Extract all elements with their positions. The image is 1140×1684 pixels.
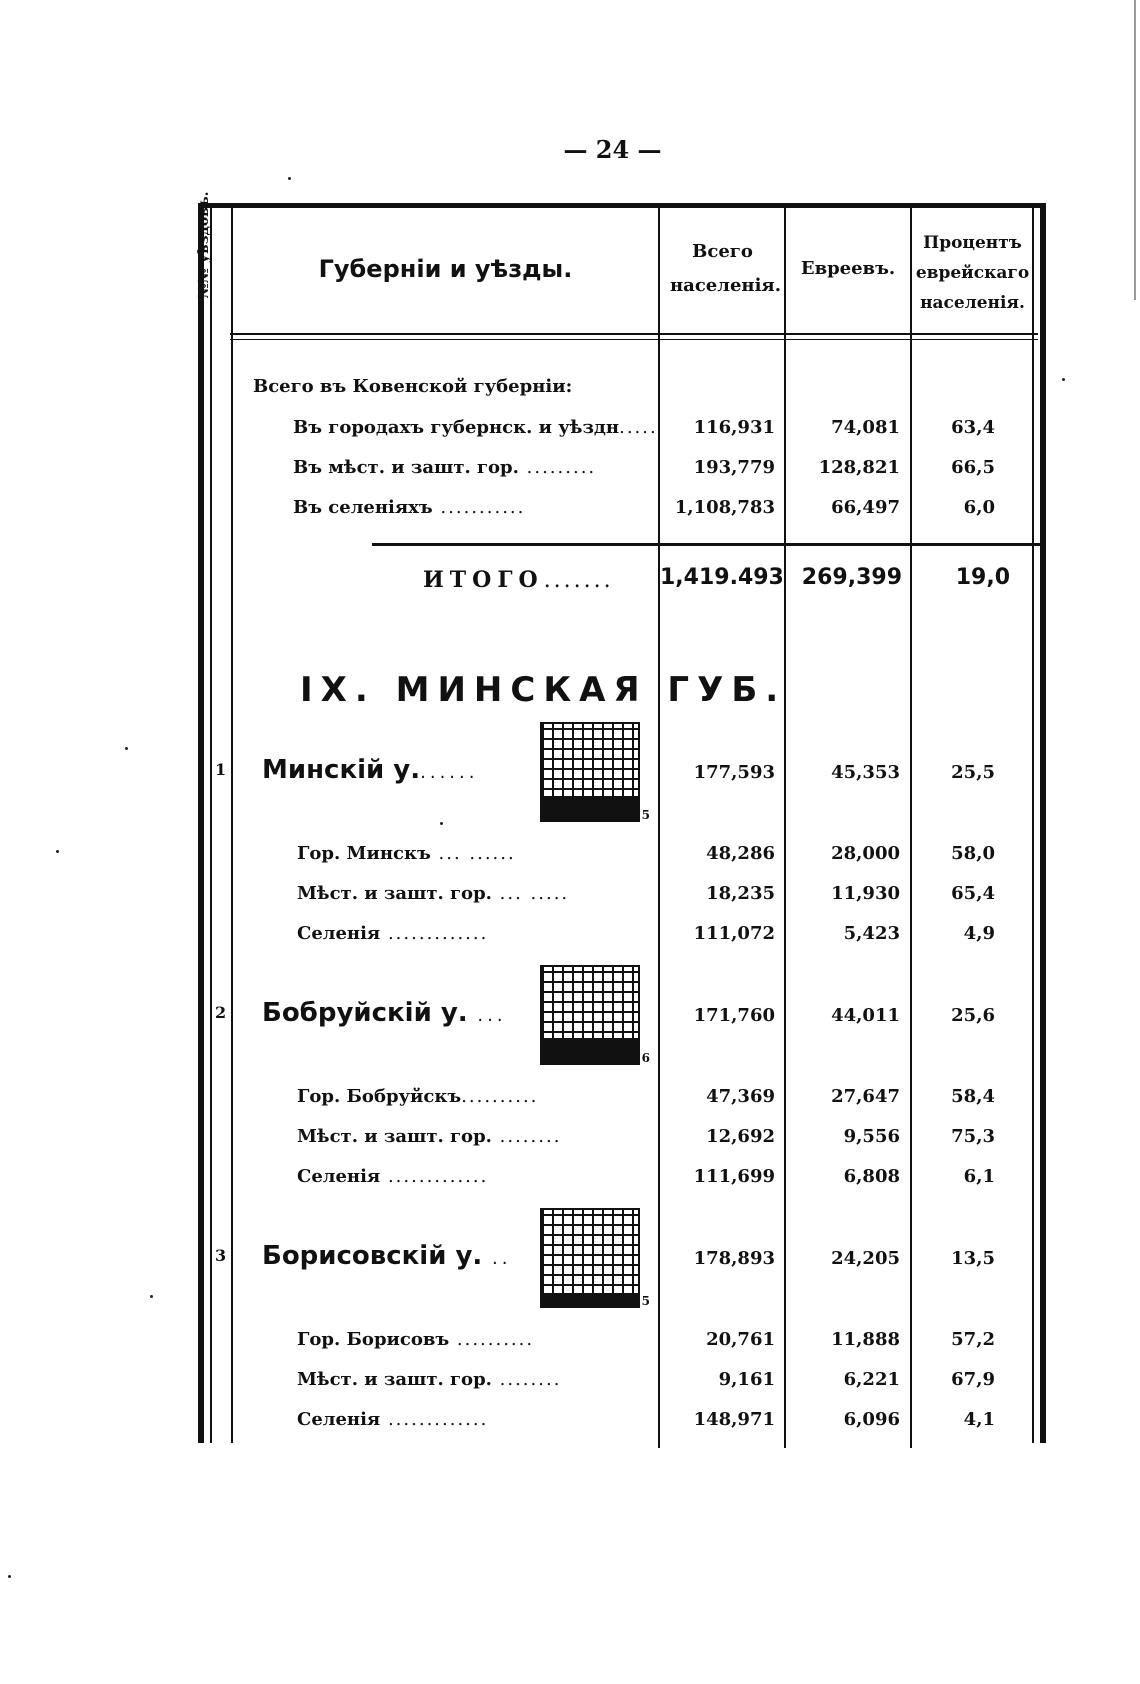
- cell-total: 171,760: [693, 1005, 775, 1026]
- grid-fill: [542, 1038, 638, 1063]
- cell-jews: 45,353: [831, 762, 900, 783]
- speck: [125, 747, 128, 750]
- cell-jews: 5,423: [843, 923, 900, 944]
- district-number: 3: [215, 1246, 227, 1265]
- speck: [1062, 378, 1065, 381]
- speck: [288, 177, 291, 180]
- cell-jews: 74,081: [831, 417, 900, 438]
- district-name: Бобруйскій у.: [262, 998, 468, 1028]
- cell-pct: 66,5: [951, 457, 995, 478]
- cell-total: 18,235: [706, 883, 775, 904]
- cell-pct: 6,0: [963, 497, 995, 518]
- cell-jews: 11,930: [831, 883, 900, 904]
- cell-pct: 57,2: [951, 1329, 995, 1350]
- district-number: 2: [215, 1003, 227, 1022]
- cell-jews: 24,205: [831, 1248, 900, 1269]
- itogo-total: 1,419.493: [660, 565, 784, 590]
- cell-pct: 25,5: [951, 762, 995, 783]
- cell-total: 148,971: [693, 1409, 775, 1430]
- cell-jews: 27,647: [831, 1086, 900, 1107]
- percentage-grid: [540, 965, 650, 1065]
- header-total: Всего населенія.: [670, 241, 781, 296]
- grid-suffix: 5: [641, 1294, 650, 1308]
- cell-total: 178,893: [693, 1248, 775, 1269]
- percentage-grid: [540, 722, 650, 822]
- cell-total: 111,699: [693, 1166, 775, 1187]
- header-name: Губерніи и уѣзды.: [318, 255, 573, 283]
- percentage-grid: [540, 1208, 650, 1308]
- cell-total: 1,108,783: [674, 497, 775, 518]
- cell-pct: 58,4: [951, 1086, 995, 1107]
- page-number: — 24 —: [563, 135, 662, 164]
- cell-jews: 66,497: [831, 497, 900, 518]
- cell-total: 12,692: [706, 1126, 775, 1147]
- cell-total: 48,286: [706, 843, 775, 864]
- cell-total: 193,779: [693, 457, 775, 478]
- cell-jews: 11,888: [831, 1329, 900, 1350]
- cell-pct: 6,1: [963, 1166, 995, 1187]
- cell-total: 20,761: [706, 1329, 775, 1350]
- cell-pct: 65,4: [951, 883, 995, 904]
- district-name: Борисовскій у.: [262, 1241, 483, 1271]
- row-label: Мѣст. и зашт. гор.: [297, 1126, 492, 1147]
- cell-pct: 25,6: [951, 1005, 995, 1026]
- cell-jews: 6,808: [843, 1166, 900, 1187]
- cell-pct: 63,4: [951, 417, 995, 438]
- speck: [8, 1575, 11, 1578]
- speck: [440, 822, 443, 825]
- header-jews: Евреевъ.: [800, 258, 896, 279]
- header-pct: Процентъ еврейскаго населенія.: [915, 233, 1030, 313]
- cell-jews: 6,221: [843, 1369, 900, 1390]
- district-name: Минскій у.: [262, 755, 421, 785]
- header-no: №№ уѣздовъ.: [196, 191, 212, 299]
- scan-edge: [1134, 0, 1136, 300]
- cell-pct: 67,9: [951, 1369, 995, 1390]
- row-label: Въ городахъ губернск. и уѣздн: [293, 417, 620, 438]
- row-label: Въ мѣст. и зашт. гор.: [293, 457, 519, 478]
- row-label: Селенія: [297, 923, 381, 944]
- cell-total: 177,593: [693, 762, 775, 783]
- row-label: Мѣст. и зашт. гор.: [297, 883, 492, 904]
- itogo-pct: 19,0: [955, 565, 1010, 590]
- grid-fill: [542, 796, 638, 820]
- cell-jews: 128,821: [818, 457, 900, 478]
- grid-suffix: 5: [641, 808, 650, 822]
- cell-jews: 28,000: [831, 843, 900, 864]
- cell-total: 47,369: [706, 1086, 775, 1107]
- cell-pct: 58,0: [951, 843, 995, 864]
- cell-total: 111,072: [693, 923, 775, 944]
- cell-pct: 75,3: [951, 1126, 995, 1147]
- kovno-title: Всего въ Ковенской губерніи:: [253, 376, 573, 397]
- row-label: Гор. Борисовъ: [297, 1329, 450, 1350]
- cell-jews: 6,096: [843, 1409, 900, 1430]
- cell-pct: 4,1: [963, 1409, 995, 1430]
- row-label: Мѣст. и зашт. гор.: [297, 1369, 492, 1390]
- grid-fill: [542, 1293, 638, 1306]
- cell-pct: 13,5: [951, 1248, 995, 1269]
- row-label: Селенія: [297, 1166, 381, 1187]
- district-number: 1: [215, 760, 227, 779]
- cell-pct: 4,9: [963, 923, 995, 944]
- cell-jews: 9,556: [843, 1126, 900, 1147]
- grid-suffix: 6: [641, 1051, 650, 1065]
- speck: [150, 1295, 153, 1298]
- row-label: Въ селеніяхъ: [293, 497, 433, 518]
- row-label: Гор. Минскъ: [297, 843, 431, 864]
- speck: [56, 850, 59, 853]
- cell-total: 9,161: [718, 1369, 775, 1390]
- cell-total: 116,931: [693, 417, 775, 438]
- section-title: IX. МИНСКАЯ ГУБ.: [300, 670, 787, 710]
- row-label: Селенія: [297, 1409, 381, 1430]
- itogo-jews: 269,399: [801, 565, 902, 590]
- row-label: Гор. Бобруйскъ: [297, 1086, 462, 1107]
- cell-jews: 44,011: [831, 1005, 900, 1026]
- itogo-label: ИТОГО: [423, 567, 544, 593]
